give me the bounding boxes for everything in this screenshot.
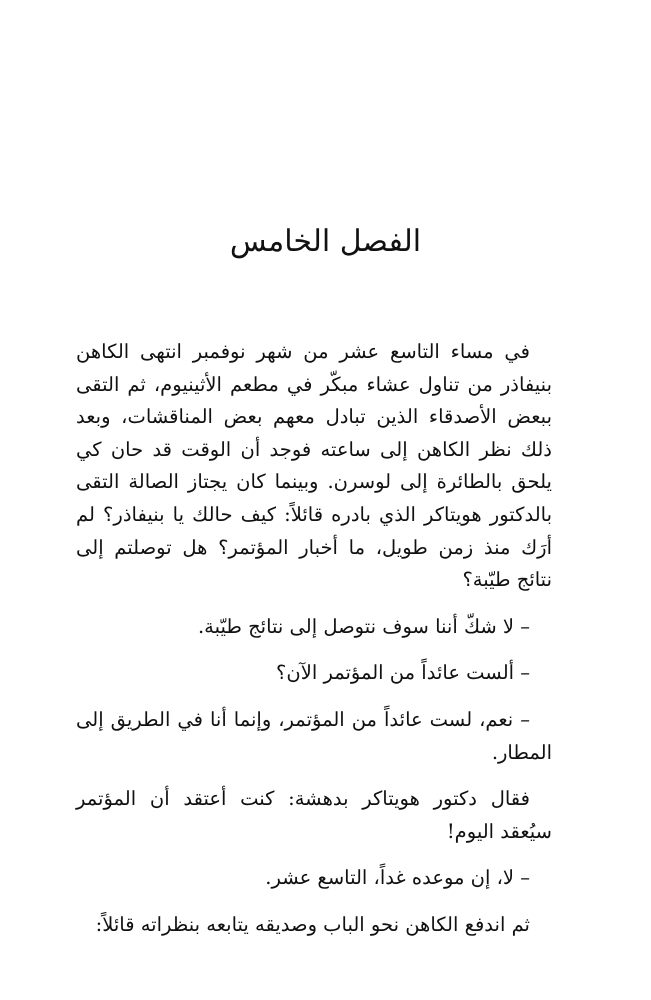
narration-paragraph: فقال دكتور هويتاكر بدهشة: كنت أعتقد أن المؤتمر سيُعقد اليوم! [76, 787, 552, 843]
dialogue-line: – ألست عائداً من المؤتمر الآن؟ [276, 661, 530, 685]
dialogue-line: – لا شكّ أننا سوف نتوصل إلى نتائج طيّبة. [197, 614, 530, 638]
dialogue-line: – نعم، لست عائداً من المؤتمر، وإنما أنا في الطريق إلى المطار. [76, 707, 552, 764]
narration-paragraph: ثم اندفع الكاهن نحو الباب وصديقه يتابعه بنظراته قائلاً: [95, 912, 530, 936]
chapter-title: الفصل الخامس [229, 224, 422, 259]
dialogue-line: – لا، إن موعده غداً، التاسع عشر. [265, 866, 530, 890]
opening-paragraph: في مساء التاسع عشر من شهر نوفمبر انتهى الكاهن بنيفاذر من تناول عشاء مبكّر في مطعم الأثينيوم، ثم التقى ببعض الأصدقاء الذين تبادل معهم بعض المناقشات، وبعد ذلك نظر الكاهن إلى ساعته فوجد أن الوقت قد حان كي يلحق بالطائرة إلى لوسرن. وبينما كان يجتاز الصالة التقى بالدكتور هويتاكر الذي بادره قائلاً: كيف حالك يا بنيفاذر؟ لم أرَك منذ زمن طويل، ما أخبار المؤتمر؟ هل توصلتم إلى نتائج طيّبة؟ [76, 340, 552, 592]
body-text [76, 336, 552, 942]
